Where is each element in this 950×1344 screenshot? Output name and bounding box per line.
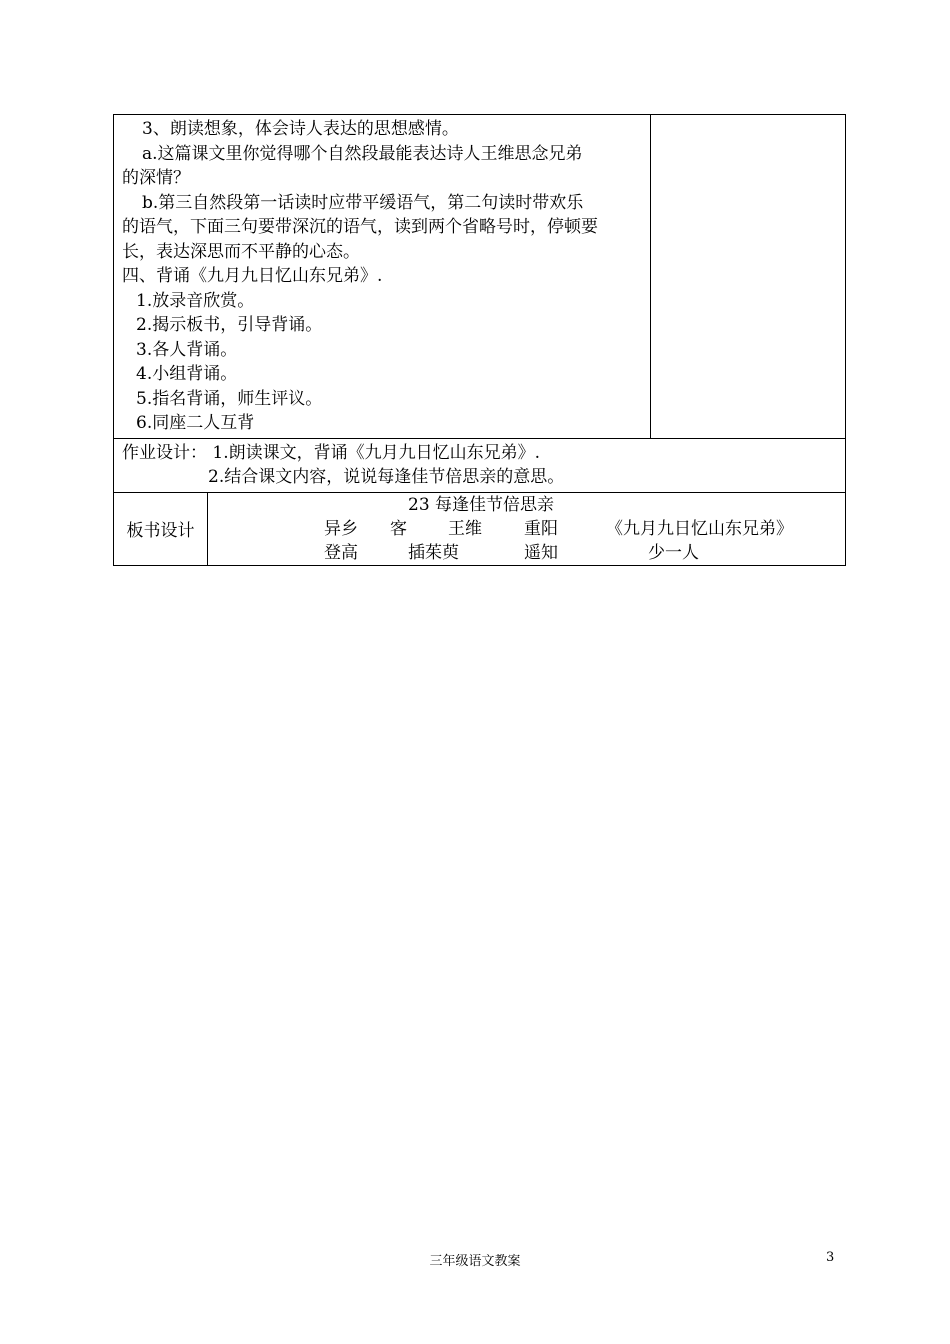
board-title: 23 每逢佳节倍思亲 <box>408 494 555 515</box>
notes-cell <box>651 115 846 439</box>
homework-line-2: 2.结合课文内容，说说每逢佳节倍思亲的意思。 <box>208 467 565 487</box>
lesson-line: 的深情？ <box>122 168 190 188</box>
lesson-row <box>114 115 846 439</box>
board-term: 《九月九日忆山东兄弟》 <box>606 518 793 539</box>
footer-title: 三年级语文教案 <box>429 1254 521 1269</box>
board-row <box>114 492 846 565</box>
lesson-line: 3、朗读想象，体会诗人表达的思想感情。 <box>142 119 459 139</box>
lesson-line: 3.各人背诵。 <box>136 339 238 360</box>
board-term: 王维 <box>448 518 482 539</box>
lesson-line: 5.指名背诵，师生评议。 <box>136 388 323 409</box>
lesson-content-cell <box>114 115 651 439</box>
board-term: 插茱萸 <box>408 542 459 563</box>
lesson-line: 1.放录音欣赏。 <box>136 290 255 311</box>
board-term: 遥知 <box>524 542 558 563</box>
page-number: 3 <box>826 1250 835 1265</box>
board-term: 客 <box>390 518 407 539</box>
lesson-line: 2.揭示板书，引导背诵。 <box>136 315 323 335</box>
board-label: 板书设计 <box>114 492 208 565</box>
lesson-line: a.这篇课文里你觉得哪个自然段最能表达诗人王维思念兄弟 <box>142 143 583 164</box>
board-term: 异乡 <box>324 518 358 539</box>
lesson-line: 的语气，下面三句要带深沉的语气，读到两个省略号时，停顿要 <box>122 217 598 237</box>
homework-cell <box>114 438 846 492</box>
lesson-line: 6.同座二人互背 <box>136 413 255 433</box>
lesson-line: 长，表达深思而不平静的心态。 <box>122 241 360 262</box>
homework-line-1: 作业设计： 1.朗读课文，背诵《九月九日忆山东兄弟》. <box>122 442 541 463</box>
lesson-line: 四、背诵《九月九日忆山东兄弟》. <box>122 266 383 286</box>
board-content <box>208 492 846 565</box>
lesson-line: 4.小组背诵。 <box>136 364 238 384</box>
board-term: 少一人 <box>648 542 699 563</box>
lesson-table <box>113 114 846 566</box>
board-term: 重阳 <box>524 518 558 539</box>
board-term: 登高 <box>324 542 358 563</box>
homework-row <box>114 438 846 492</box>
lesson-line: b.第三自然段第一话读时应带平缓语气，第二句读时带欢乐 <box>142 192 584 213</box>
